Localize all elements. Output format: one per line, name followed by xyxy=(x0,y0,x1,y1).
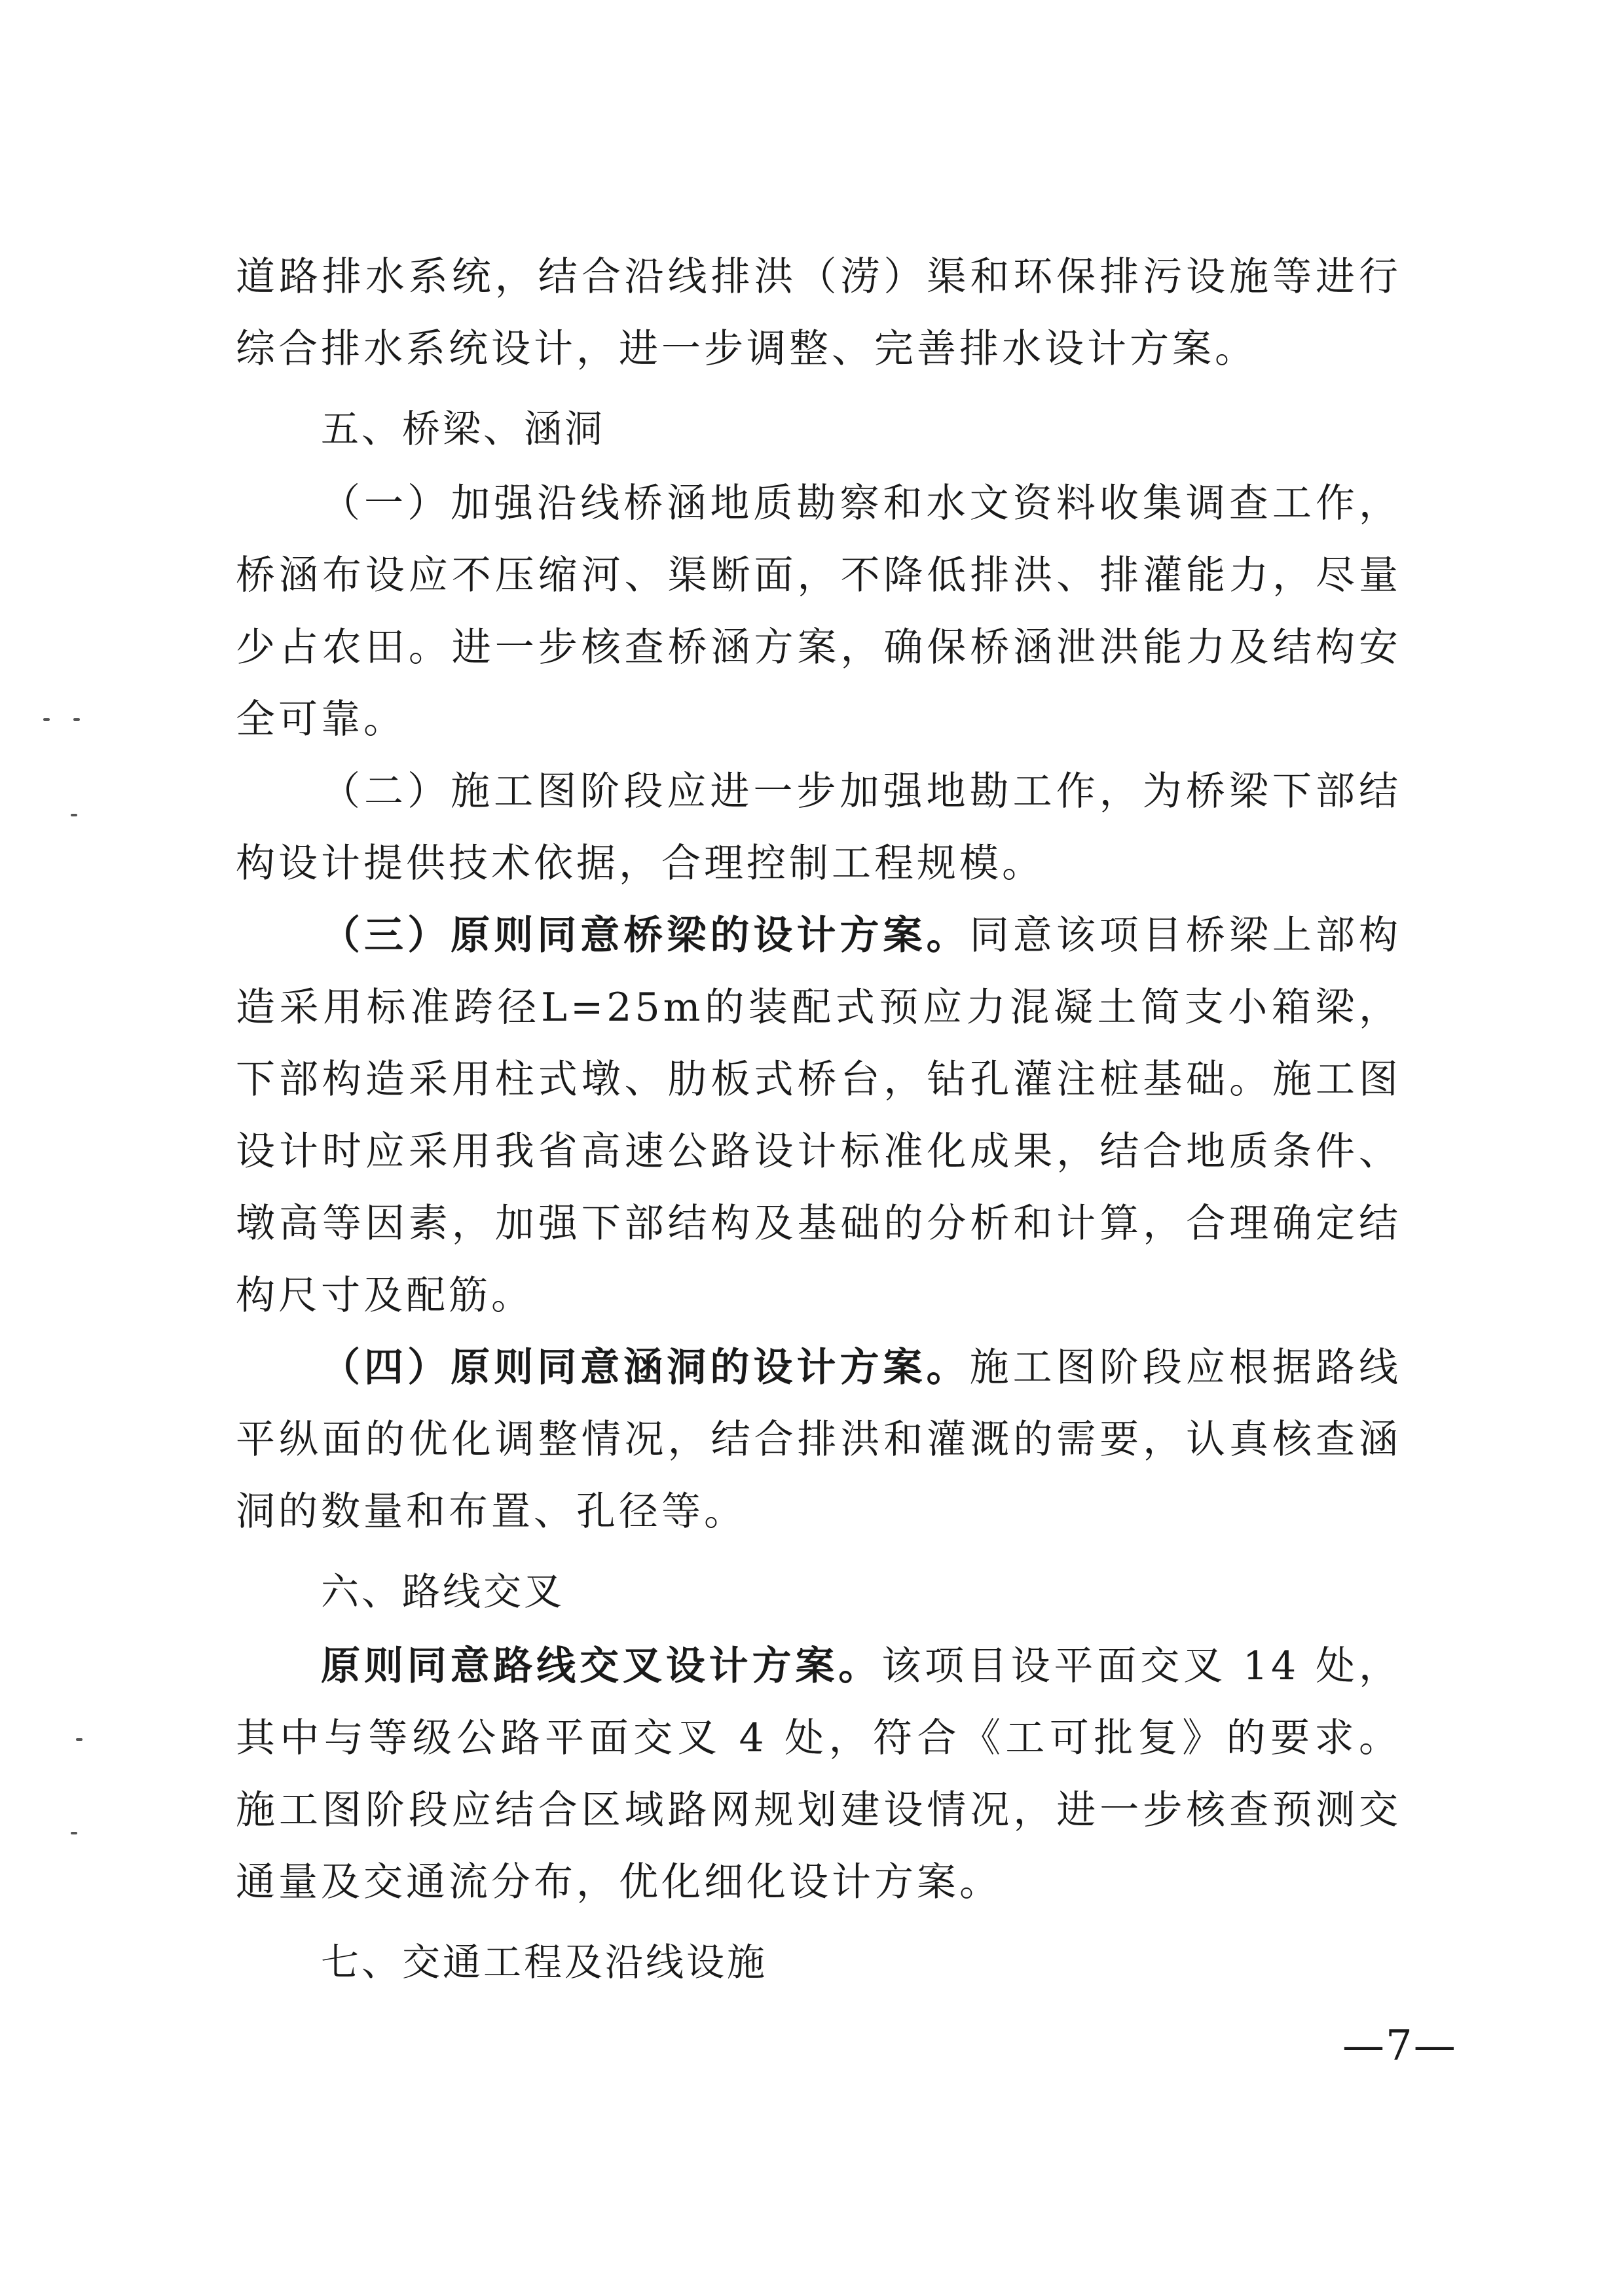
culvert-design-lead: （四）原则同意涵洞的设计方案。 xyxy=(321,1345,970,1391)
section-heading-bridges-culverts: 五、桥梁、涵洞 xyxy=(321,407,606,451)
paragraph-intersection-design xyxy=(236,1630,1401,1918)
binding-mark xyxy=(73,718,80,721)
binding-mark xyxy=(43,718,50,721)
paragraph-bridge-design xyxy=(236,900,1401,1332)
paragraph-bridge-survey: （一）加强沿线桥涵地质勘察和水文资料收集调查工作，桥涵布设应不压缩河、渠断面，不降低排洪、排灌能力，尽量少占农田。进一步核查桥涵方案，确保桥涵泄洪能力及结构安全可靠。 xyxy=(236,481,1401,742)
binding-mark xyxy=(71,1832,77,1834)
bridge-design-lead: （三）原则同意桥梁的设计方案。 xyxy=(321,913,970,958)
document-body xyxy=(236,241,1401,2001)
paragraph-geological-survey: （二）施工图阶段应进一步加强地勘工作，为桥梁下部结构设计提供技术依据，合理控制工程规模。 xyxy=(236,769,1401,886)
page-number: —7— xyxy=(1342,2022,1457,2070)
binding-mark xyxy=(76,1738,83,1741)
section-heading-route-intersections: 六、路线交叉 xyxy=(321,1569,565,1614)
section-heading-traffic-engineering: 七、交通工程及沿线设施 xyxy=(321,1940,768,1984)
paragraph-culvert-design xyxy=(236,1332,1401,1548)
intersection-design-text: 该项目设平面交叉 14 处，其中与等级公路平面交叉 4 处，符合《工可批复》的要求。施工图阶段应结合区域路网规划建设情况，进一步核查预测交通量及交通流分布，优化细化设计方案。 xyxy=(236,1643,1401,1905)
binding-mark xyxy=(71,814,77,816)
intersection-design-lead: 原则同意路线交叉设计方案。 xyxy=(321,1643,882,1689)
paragraph-drainage-continued: 道路排水系统，结合沿线排洪（涝）渠和环保排污设施等进行综合排水系统设计，进一步调整、完善排水设计方案。 xyxy=(236,254,1401,372)
bridge-design-text: 同意该项目桥梁上部构造采用标准跨径L=25m的装配式预应力混凝土简支小箱梁，下部构造采用柱式墩、肋板式桥台，钻孔灌注桩基础。施工图设计时应采用我省高速公路设计标准化成果，结合地质条件、墩高等因素，加强下部结构及基础的分析和计算，合理确定结构尺寸及配筋。 xyxy=(236,913,1401,1319)
culvert-design-text: 施工图阶段应根据路线平纵面的优化调整情况，结合排洪和灌溉的需要，认真核查涵洞的数量和布置、孔径等。 xyxy=(236,1345,1401,1535)
